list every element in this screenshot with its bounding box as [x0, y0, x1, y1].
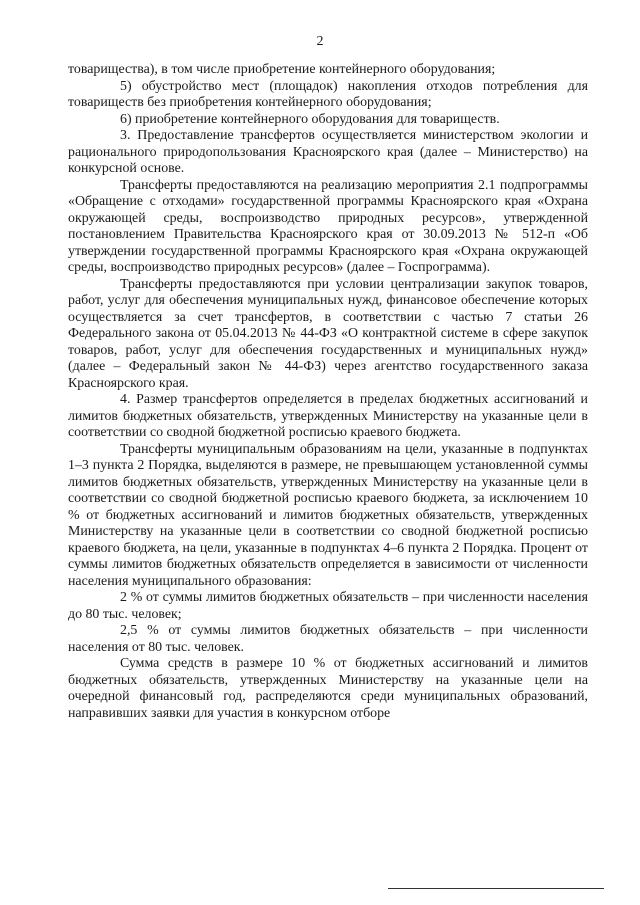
paragraph-7: 4. Размер трансфертов определяется в пределах бюджетных ассигнований и лимитов бюджетных обязательств, утвержденных Министерству на указанные цели в соответствии со сводной бюджетной росписью краевого бюджета.: [68, 392, 588, 440]
paragraph-10: 2,5 % от суммы лимитов бюджетных обязательств – при численности населения от 80 тыс. человек.: [68, 623, 588, 655]
paragraph-1: товарищества), в том числе приобретение контейнерного оборудования;: [68, 62, 496, 77]
paragraph-4: 3. Предоставление трансфертов осуществляется министерством экологии и рационального природопользования Красноярского края (далее – Министерство) на конкурсной основе.: [68, 128, 588, 176]
page-number: 2: [316, 34, 324, 49]
paragraph-11: Сумма средств в размере 10 % от бюджетных ассигнований и лимитов бюджетных обязательств, утвержденных Министерству на указанные цели на очередной финансовый год, распределяются среди муниципальных образований, направивших заявки для участия в конкурсном отборе: [68, 656, 588, 721]
paragraph-8: Трансферты муниципальным образованиям на цели, указанные в подпунктах 1–3 пункта 2 Порядка, выделяются в размере, не превышающем установленной суммы лимитов бюджетных обязательств, утвержденных Министерству на указанные цели в соответствии со сводной бюджетной росписью краевого бюджета, за исключением 10 % от бюджетных ассигнований и лимитов бюджетных обязательств, утвержденных Министерству на указанные цели в соответствии со сводной бюджетной росписью краевого бюджета, на цели, указанные в подпунктах 4–6 пункта 2 Порядка. Процент от суммы лимитов бюджетных обязательств определяется в зависимости от численности населения муниципального образования:: [68, 441, 588, 589]
paragraph-2: 5) обустройство мест (площадок) накопления отходов потребления для товариществ без приобретения контейнерного оборудования;: [68, 78, 588, 110]
paragraph-6: Трансферты предоставляются при условии централизации закупок товаров, работ, услуг для обеспечения муниципальных нужд, финансовое обеспечение которых осуществляется за счет трансфертов, в соответствии с частью 7 статьи 26 Федерального закона от 05.04.2013 № 44-ФЗ «О контрактной системе в сфере закупок товаров, работ, услуг для обеспечения государственных и муниципальных нужд» (далее – Федеральный закон № 44-ФЗ) через агентство государственного заказа Красноярского края.: [68, 276, 588, 391]
bottom-divider: [388, 888, 604, 889]
paragraph-9: 2 % от суммы лимитов бюджетных обязательств – при численности населения до 80 тыс. человек;: [68, 590, 588, 622]
paragraph-5: Трансферты предоставляются на реализацию мероприятия 2.1 подпрограммы «Обращение с отходами» государственной программы Красноярского края «Охрана окружающей среды, воспроизводство природных ресурсов», утвержденной постановлением Правительства Красноярского края от 30.09.2013 № 512-п «Об утверждении государственной программы Красноярского края «Охрана окружающей среды, воспроизводство природных ресурсов» (далее – Госпрограмма).: [68, 177, 588, 275]
document-body: [68, 62, 588, 722]
paragraph-3: 6) приобретение контейнерного оборудования для товариществ.: [120, 111, 500, 127]
